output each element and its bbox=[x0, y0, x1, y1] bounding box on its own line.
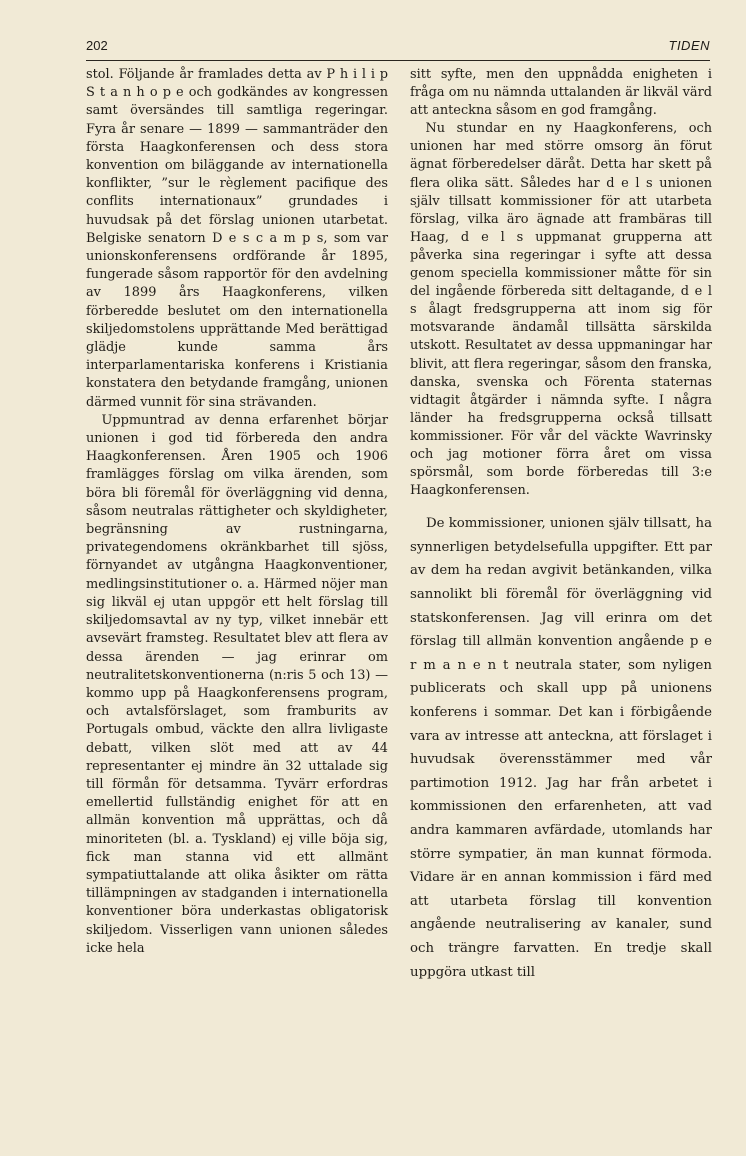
paragraph: sitt syfte, men den uppnådda enigheten i fråga om nu nämnda uttalanden är likväl värd att anteckna såsom en god framgång. bbox=[410, 67, 712, 119]
paragraph: De kommissioner, unionen själv tillsatt, ha synnerligen betydelsefulla uppgifter. Ett par av dem ha redan avgivit betänkanden, vilka sannolikt bli föremål för överläggning vid statskonferensen. Jag vill erinra om det förslag till allmän konvention angående p e r m a n e n t neutrala stater, som nyligen publicerats och skall upp på unionens konferens i sommar. Det kan i förbigående vara av intresse att anteckna, att förslaget i huvudsak överensstämmer med vår partimotion 1912. Jag har från arbetet i kommissionen den erfarenheten, att vad andra kammaren avfärdade, utomlands har större sympatier, än man kunnat förmoda. Vidare är en annan kommission i färd med att utarbeta förslag till konvention angående neutralisering av kanaler, sund och trängre farvatten. En tredje skall uppgöra utkast till bbox=[410, 516, 712, 980]
paragraph: Uppmuntrad av denna erfarenhet börjar unionen i god tid förbereda den andra Haagkonferensen. Åren 1905 och 1906 framlägges förslag om vilka ärenden, som böra bli föremål för överläggning vid denna, såsom neutralas rättigheter och skyldigheter, begränsning av rustningarna, privategendomens okränkbarhet till sjöss, förnyandet av utgångna Haagkonventioner, medlingsinstitutioner o. a. Härmed nöjer man sig likväl ej utan uppgör ett helt förslag till skiljedomsavtal av ny typ, vilket innebär ett avsevärt framsteg. Resultatet blev att flera av dessa ärenden — jag erinrar om neutralitetskonventionerna (n:ris 5 och 13) — kommo upp på Haagkonferensens program, och avtalsförslaget, som framburits av Portugals ombud, väckte den allra livligaste debatt, vilken slöt med att av 44 representanter ej mindre än 32 uttalade sig till förmån för detsamma. Tyvärr erfordras emellertid fullständig enighet för att en allmän konvention må upprättas, och då minoriteten (bl. a. Tyskland) ej ville böja sig, fick man stanna vid ett allmänt sympatiuttalande att olika åsikter om rätta tillämpningen av stadganden i internationella konventioner böra underkastas obligatorisk skiljedom. Visserligen vann unionen således icke hela bbox=[86, 412, 388, 956]
header-rule bbox=[86, 60, 710, 61]
running-title: TIDEN bbox=[668, 38, 710, 53]
left-column bbox=[86, 66, 388, 958]
paragraph: Nu stundar en ny Haagkonferens, och unionen har med större omsorg än förut ägnat förberedelser däråt. Detta har skett på flera olika sätt. Således har d e l s unionen själv tillsatt kommissioner för att utarbeta förslag, vilka äro ägnade att frambäras till Haag, d e l s uppmanat grupperna att påverka sina regeringar i syfte att dessa genom speciella kommissioner måtte för sin del ingående förbereda sitt deltagande, d e l s ålagt fredsgrupperna att inom sig för motsvarande ändamål tillsätta särskilda utskott. Resultatet av dessa uppmaningar har blivit, att flera regeringar, såsom den franska, danska, svenska och Förenta staternas vidtagit åtgärder i nämnda syfte. I några länder ha fredsgrupperna också tillsatt kommissioner. För vår del väckte Wavrinsky och jag motioner förra året om vissa spörsmål, som borde förberedas till 3:e Haagkonferensen. bbox=[410, 121, 712, 499]
page-header bbox=[86, 38, 710, 60]
right-column bbox=[410, 66, 712, 984]
page-number: 202 bbox=[86, 38, 108, 53]
paragraph: stol. Följande år framlades detta av P h i l i p S t a n h o p e och godkändes av kongressen samt översändes till samtliga regeringar. Fyra år senare — 1899 — sammanträder den första Haagkonferensen och dess stora konvention om biläggande av internationella konflikter, ”sur le règlement pacifique des conflits internationaux” grundades i huvudsak på det förslag unionen utarbetat. Belgiske senatorn D e s c a m p s, som var unionskonferensens ordförande år 1895, fungerade såsom rapportör för den avdelning av 1899 års Haagkonferens, vilken förberedde beslutet om den internationella skiljedomstolens upprättande Med berättigad glädje kunde samma års interparlamentariska konferens i Kristiania konstatera den betydande framgång, unionen därmed vunnit för sina strävanden. bbox=[86, 67, 388, 410]
